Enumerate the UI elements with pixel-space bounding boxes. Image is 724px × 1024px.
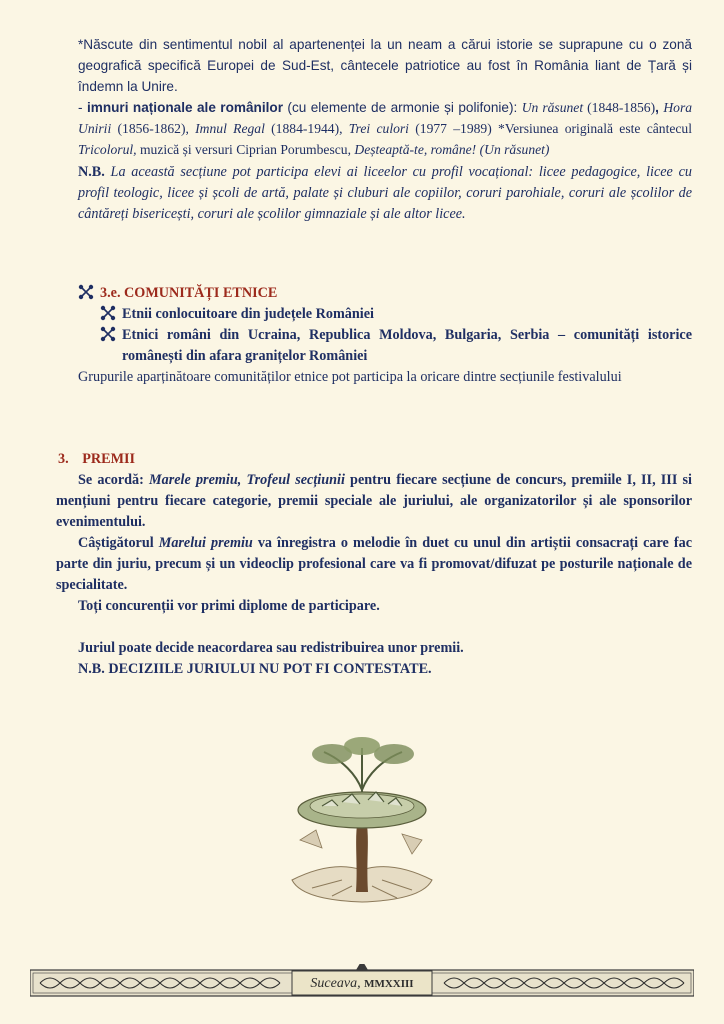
- tree-illustration: [272, 730, 452, 910]
- prizes-paragraph-4: Juriul poate decide neacordarea sau redistribuirea unor premii.: [78, 640, 464, 656]
- footer-year: MMXXIII: [364, 978, 414, 990]
- section-prizes: [56, 449, 692, 680]
- ornament-bullet-icon: [78, 284, 94, 305]
- intro-section: [78, 34, 692, 225]
- ethnic-note: Grupurile aparținătoare comunităților etnice pot participa la oricare dintre secțiunile festivalului: [78, 369, 622, 385]
- nb-label: N.B.: [78, 164, 105, 180]
- section-3e-heading: 3.e. COMUNITĂȚI ETNICE: [78, 283, 692, 304]
- prizes-paragraph-1: Se acordă: Marele premiu, Trofeul secțiunii pentru fiecare secțiune de concurs, premiile I, II, III si mențiuni pentru fiecare categorie, premii speciale ale juriului, ale organizatorilor și ale sponsorilor evenimentului.: [56, 472, 692, 530]
- list-item: Etnici români din Ucraina, Republica Moldova, Bulgaria, Serbia – comunități istorice românești din afara granițelor României: [100, 325, 692, 367]
- prizes-heading: 3. PREMII: [58, 451, 135, 467]
- hymn-un-rasunet: Un răsunet: [521, 100, 584, 115]
- hymns-title: imnuri naționale ale românilor: [86, 100, 283, 115]
- world-tree-icon: [272, 730, 452, 910]
- ornament-bullet-icon: [100, 326, 116, 349]
- hymn-imnul-regal: Imnul Regal: [195, 121, 265, 136]
- footer-location: [292, 973, 432, 995]
- nb-paragraph: N.B. La această secțiune pot participa elevi ai liceelor cu profil vocațional: licee pedagogice, licee cu profil teologic, licee și școli de artă, palate și cluburi ale copiilor, coruri parohiale, coruri ale școlilor de cântăreți bisericești, coruri ale școlilor gimnaziale și ale altor licee.: [78, 164, 692, 222]
- list-item: Etnii conlocuitoare din județele României: [100, 304, 692, 325]
- prizes-paragraph-5: N.B. DECIZIILE JURIULUI NU POT FI CONTESTATE.: [78, 661, 432, 677]
- prizes-paragraph-3: Toți concurenții vor primi diplome de participare.: [78, 598, 380, 614]
- prizes-paragraph-2: Câștigătorul Marelui premiu va înregistra o melodie în duet cu unul din artiștii consacrați care fac parte din juriu, precum și un videoclip profesional care va fi promovat/difuzat pe posturile naționale de specialitate.: [56, 535, 692, 593]
- intro-paragraph: *Născute din sentimentul nobil al apartenenței la un neam a cărui istorie se suprapune cu o zonă geografică specifică Europei de Sud-Est, cântecele patriotice au fost în România liant de Țară și îndemn la Unire.: [78, 37, 692, 94]
- section-ethnic-communities: [78, 283, 692, 388]
- footer-band: [30, 964, 694, 1000]
- footer-city: Suceava,: [310, 976, 361, 991]
- hymn-trei-culori: Trei culori: [348, 121, 409, 136]
- ethnic-list: [100, 304, 692, 367]
- hymns-paragraph: - imnuri naționale ale românilor (cu elemente de armonie și polifonie): Un răsunet (1848-1856), Hora Unirii (1856-1862), Imnul Regal (1884-1944), Trei culori (1977 –1989) *Versiunea originală este cântecul Tricolorul, muzică și versuri Ciprian Porumbescu, Deșteaptă-te, române! (Un răsunet): [78, 100, 693, 157]
- hymn-hora-unirii: Hora Unirii: [78, 100, 693, 136]
